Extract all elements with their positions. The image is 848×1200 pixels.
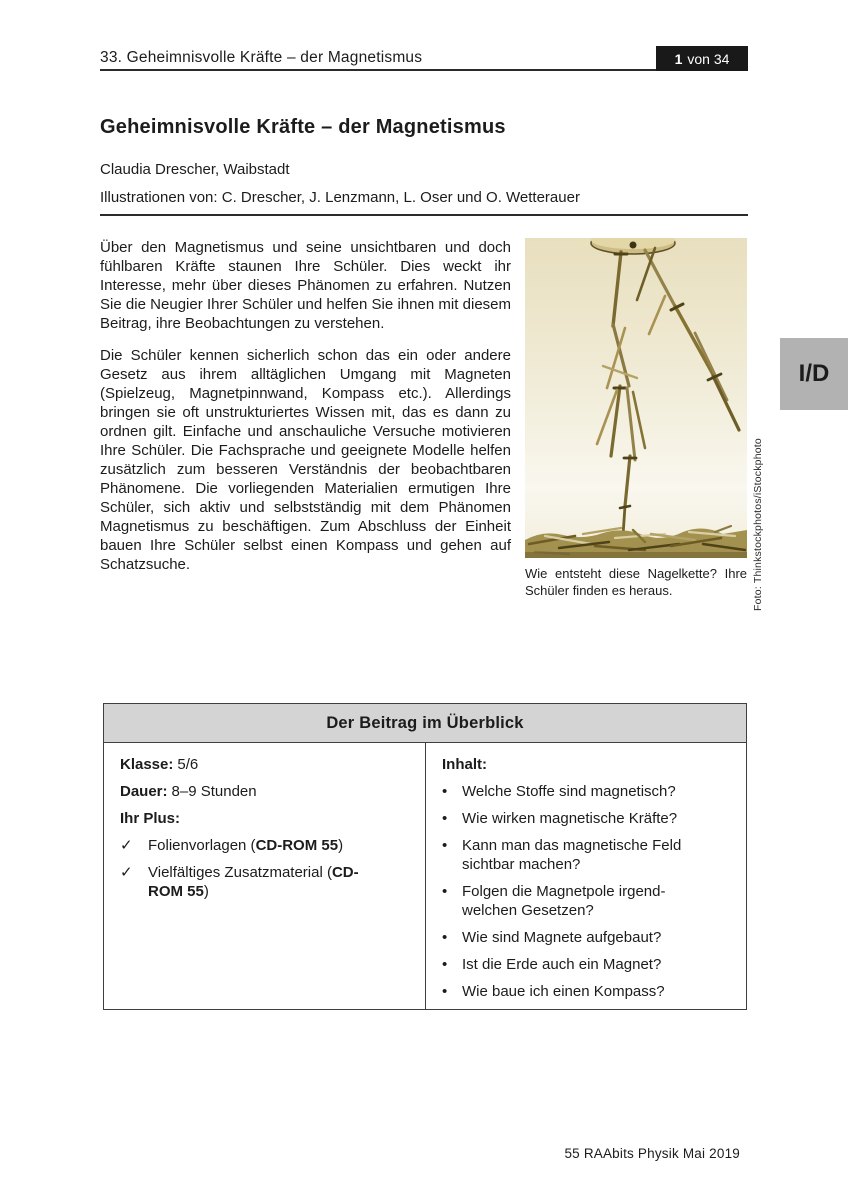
check-icon: ✓ bbox=[120, 837, 133, 854]
klasse-value: 5/6 bbox=[177, 756, 199, 773]
inhalt-item bbox=[442, 882, 730, 920]
page-number: 1 bbox=[674, 50, 683, 67]
overview-table-title: Der Beitrag im Überblick bbox=[104, 704, 746, 743]
plus-item bbox=[120, 863, 409, 901]
bullet-icon: • bbox=[442, 783, 448, 800]
plus-label: Ihr Plus: bbox=[120, 810, 181, 827]
bullet-icon: • bbox=[442, 956, 448, 973]
bullet-icon: • bbox=[442, 983, 448, 1000]
plus-item-pre: Vielfältiges Zusatzmaterial ( bbox=[148, 864, 332, 881]
plus-field bbox=[120, 809, 409, 828]
inhalt-item bbox=[442, 928, 730, 947]
overview-table bbox=[103, 703, 747, 1010]
klasse-label: Klasse: bbox=[120, 756, 174, 773]
header-rule bbox=[100, 69, 748, 71]
bullet-icon: • bbox=[442, 883, 448, 900]
article-title: Geheimnisvolle Kräfte – der Magnetismus bbox=[100, 116, 506, 138]
illustrations-byline: Illustrationen von: C. Drescher, J. Lenzmann, L. Oser und O. Wetterauer bbox=[100, 189, 580, 206]
bullet-icon: • bbox=[442, 837, 448, 854]
inhalt-item bbox=[442, 955, 730, 974]
inhalt-item-text: Wie baue ich einen Kompass? bbox=[462, 983, 665, 1000]
magnet-disc bbox=[591, 238, 675, 254]
author-byline: Claudia Drescher, Waibstadt bbox=[100, 161, 290, 178]
dauer-value: 8–9 Stunden bbox=[171, 783, 257, 800]
page-header bbox=[100, 46, 748, 71]
inhalt-item bbox=[442, 836, 730, 874]
inhalt-item bbox=[442, 982, 730, 1001]
overview-table-body bbox=[104, 743, 746, 1009]
plus-item-pre: Folienvorlagen ( bbox=[148, 837, 256, 854]
check-icon: ✓ bbox=[120, 864, 133, 881]
plus-item-post: ) bbox=[203, 883, 209, 900]
inhalt-item-text: Welche Stoffe sind magnetisch? bbox=[462, 783, 676, 800]
plus-item-bold: CD-ROM 55 bbox=[255, 837, 339, 854]
inhalt-item-text: Kann man das magnetische Feld sichtbar machen? bbox=[462, 837, 682, 873]
page-number-badge bbox=[656, 46, 748, 71]
inhalt-item bbox=[442, 809, 730, 828]
dauer-field bbox=[120, 782, 409, 801]
bullet-icon: • bbox=[442, 929, 448, 946]
plus-item-post: ) bbox=[338, 837, 344, 854]
inhalt-item bbox=[442, 782, 730, 801]
page-count: von 34 bbox=[687, 50, 730, 67]
title-rule bbox=[100, 214, 748, 216]
inhalt-item-text: Ist die Erde auch ein Magnet? bbox=[462, 956, 662, 973]
photo-credit: Foto: Thinkstockphotos/iStockphoto bbox=[752, 438, 764, 611]
inhalt-item-text: Wie sind Magnete aufgebaut? bbox=[462, 929, 662, 946]
footer-imprint: 55 RAAbits Physik Mai 2019 bbox=[564, 1146, 740, 1161]
header-chapter-title: 33. Geheimnisvolle Kräfte – der Magnetismus bbox=[100, 49, 423, 66]
bullet-icon: • bbox=[442, 810, 448, 827]
intro-paragraph-2: Die Schüler kennen sicherlich schon das ein oder andere Gesetz aus ihrem alltäglichen Umgang mit Magneten (Spielzeug, Magnetpinnwand, Kompass etc.). Allerdings bringen sie oft unstrukturiertes Wissen mit, das es dann zu ordnen gilt. Einfache und anschauliche Versuche motivieren Ihre Schüler. Die Fachsprache und geeignete Modelle helfen zusätzlich zum besseren Verständnis der beobachtbaren Phänomene. Die vorliegenden Materialien ermutigen Ihre Schüler, sich aktiv und selbstständig mit dem Phänomen Magnetismus zu beschäftigen. Zum Abschluss der Einheit bauen Ihre Schüler selbst einen Kompass und gehen auf Schatzsuche. bbox=[100, 347, 511, 573]
nail-chain-photo bbox=[525, 238, 747, 558]
intro-text-column bbox=[100, 238, 511, 587]
inhalt-item-text: Folgen die Magnetpole irgendwelchen Gesetzen? bbox=[462, 883, 666, 919]
plus-item-text bbox=[148, 836, 343, 855]
margin-label-box: I/D bbox=[780, 338, 848, 410]
figure bbox=[525, 238, 764, 611]
overview-right-cell bbox=[426, 743, 746, 1009]
figure-caption: Wie entsteht diese Nagelkette? Ihre Schüler finden es heraus. bbox=[525, 566, 747, 598]
plus-item-bold: CD-ROM 55 bbox=[148, 864, 359, 900]
intro-paragraph-1: Über den Magnetismus und seine unsichtbaren und doch fühlbaren Kräfte staunen Ihre Schüler. Dies weckt ihr Interesse, mehr über dieses Phänomen zu erfahren. Nutzen Sie die Neugier Ihrer Schüler und helfen Sie ihnen mit diesem Beitrag, ihre Beobachtungen zu verstehen. bbox=[100, 239, 511, 332]
plus-item bbox=[120, 836, 409, 855]
inhalt-item-text: Wie wirken magnetische Kräfte? bbox=[462, 810, 678, 827]
klasse-field bbox=[120, 755, 409, 774]
dauer-label: Dauer: bbox=[120, 783, 168, 800]
inhalt-label: Inhalt: bbox=[442, 756, 487, 773]
plus-item-text bbox=[148, 863, 383, 901]
overview-left-cell bbox=[104, 743, 426, 1009]
